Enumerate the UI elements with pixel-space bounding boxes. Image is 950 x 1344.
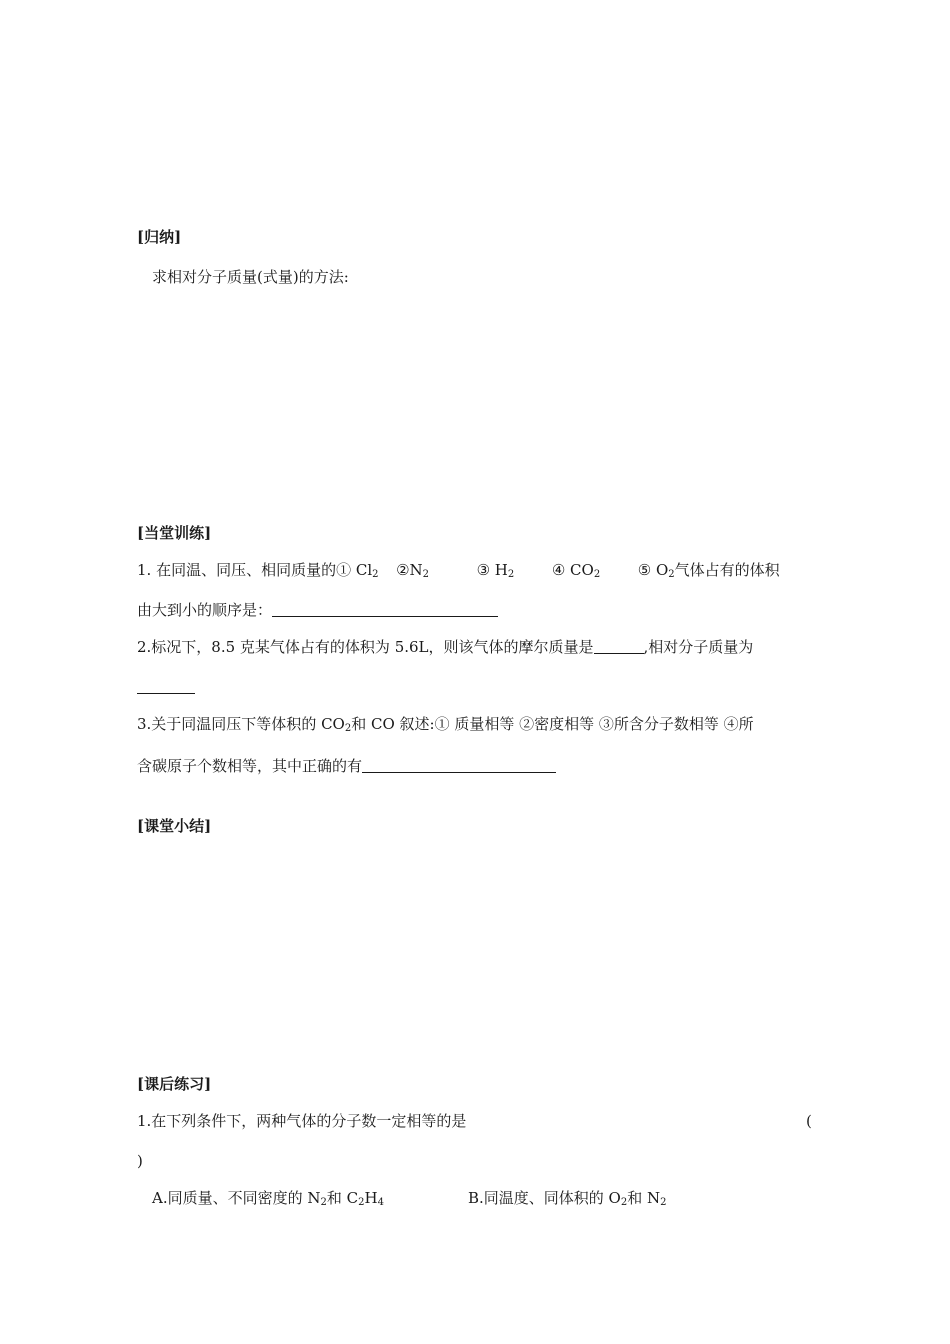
practice-question-3: 3.关于同温同压下等体积的 $CO_2$和 CO 叙述:① 质量相等 ②密度相等 ③所含分子数相等 ④所 bbox=[137, 715, 754, 734]
practice-question-1: 1. 在同温、同压、相同质量的① $Cl_2$ $②N_2$ ③ $H_2$ ④ $CO_2$ ⑤ $O_2$气体占有的体积 bbox=[137, 561, 780, 580]
answer-blank[interactable] bbox=[137, 679, 195, 694]
option-a: A.同质量、不同密度的 $N_2$和 $C_2H_4$ bbox=[152, 1189, 384, 1208]
summary-heading: [归纳] bbox=[137, 228, 182, 246]
practice-question-3-cont: 含碳原子个数相等，其中正确的有 bbox=[137, 756, 556, 776]
practice-question-1-cont: 由大到小的顺序是： bbox=[137, 600, 498, 620]
answer-blank[interactable] bbox=[272, 602, 498, 617]
answer-paren-open: ( bbox=[806, 1112, 812, 1130]
practice-question-2: 2.标况下，8.5 克某气体占有的体积为 5.6L，则该气体的摩尔质量是 ,相对分子质量为 bbox=[137, 638, 754, 656]
practice-question-2-cont bbox=[137, 677, 195, 697]
answer-blank[interactable] bbox=[362, 758, 556, 773]
answer-blank[interactable] bbox=[594, 639, 644, 654]
method-text: 求相对分子质量(式量)的方法: bbox=[152, 268, 349, 286]
homework-heading: [课后练习] bbox=[137, 1075, 212, 1093]
practice-heading: [当堂训练] bbox=[137, 524, 212, 542]
homework-question-1: 1.在下列条件下，两种气体的分子数一定相等的是 bbox=[137, 1112, 467, 1130]
class-summary-heading: [课堂小结] bbox=[137, 817, 212, 835]
option-b: B.同温度、同体积的 $O_2$和 $N_2$ bbox=[468, 1189, 667, 1208]
answer-paren-close: ) bbox=[137, 1152, 143, 1170]
